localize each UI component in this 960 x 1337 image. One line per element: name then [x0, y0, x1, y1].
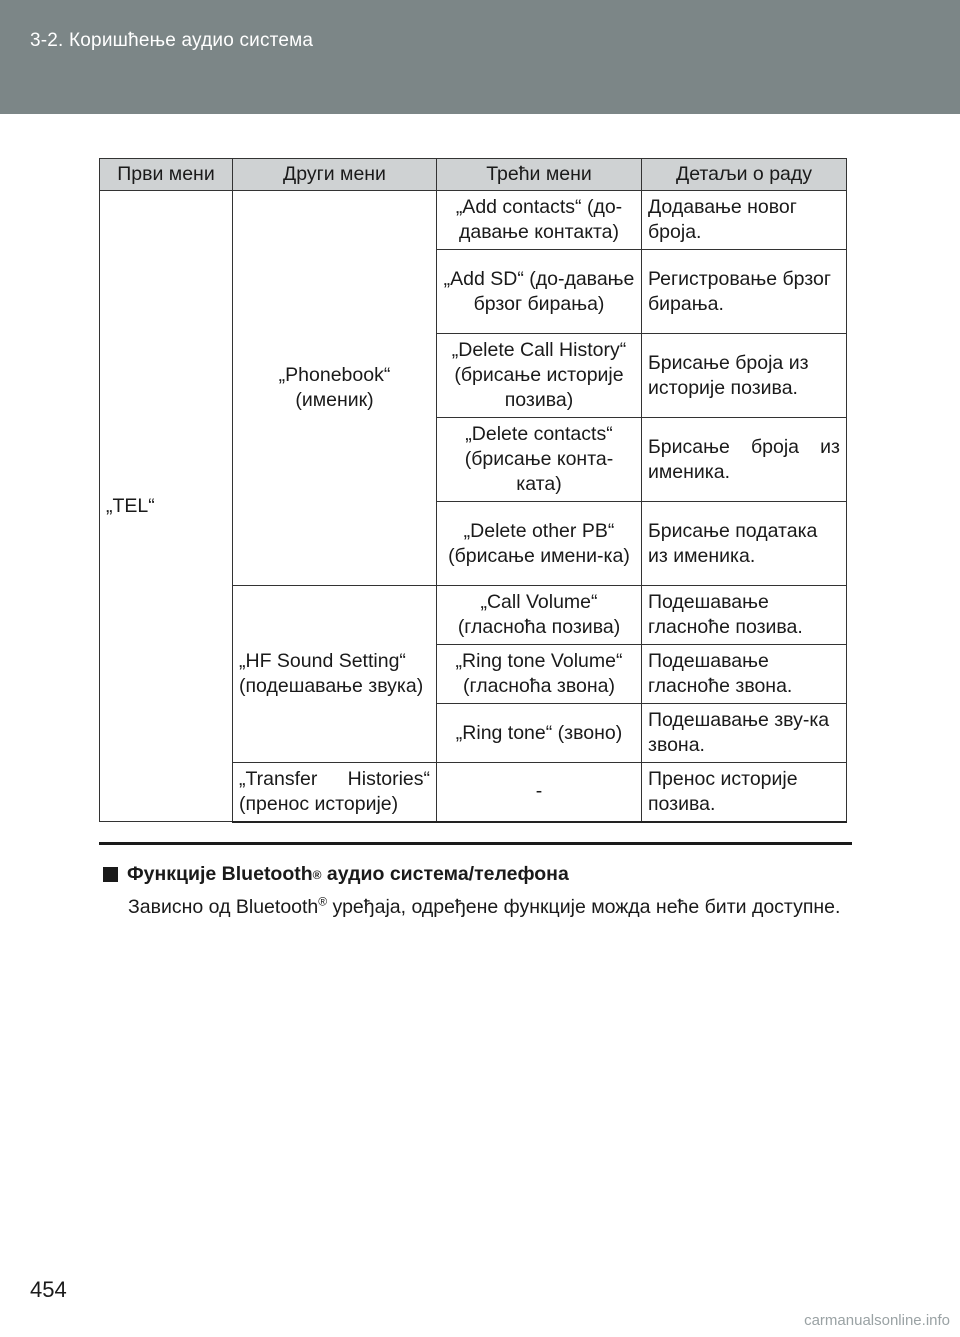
- section-divider: [99, 842, 852, 845]
- detail-cell: Брисање броја из именика.: [642, 418, 847, 502]
- column-header: Трећи мени: [437, 159, 642, 191]
- first-menu-cell: „TEL“: [100, 191, 233, 822]
- header-band: [0, 0, 960, 114]
- third-menu-cell: „Ring tone“ (звоно): [437, 704, 642, 763]
- section-body: [128, 892, 852, 923]
- heading-text: Функције Bluetooth: [127, 863, 313, 885]
- table-row: [100, 191, 847, 250]
- column-header: Детаљи о раду: [642, 159, 847, 191]
- detail-cell: Регистровање брзог бирања.: [642, 250, 847, 334]
- third-menu-cell: „Delete contacts“ (брисање конта-ката): [437, 418, 642, 502]
- detail-cell: Брисање података из именика.: [642, 502, 847, 586]
- third-menu-cell: „Add SD“ (до-давање брзог бирања): [437, 250, 642, 334]
- third-menu-cell: „Add contacts“ (до-давање контакта): [437, 191, 642, 250]
- third-menu-cell: -: [437, 763, 642, 822]
- detail-cell: Подешавање зву-ка звона.: [642, 704, 847, 763]
- body-text: Зависно од Bluetooth: [128, 896, 319, 918]
- heading-text-suffix: аудио система/телефона: [321, 863, 569, 885]
- third-menu-cell: „Call Volume“ (гласноћа позива): [437, 586, 642, 645]
- second-menu-cell: „Phonebook“ (именик): [233, 191, 437, 586]
- detail-cell: Пренос историје позива.: [642, 763, 847, 822]
- watermark: carmanualsonline.info: [804, 1312, 950, 1329]
- second-menu-cell: „Transfer Histories“ (пренос историје): [233, 763, 437, 822]
- detail-cell: Додавање новог броја.: [642, 191, 847, 250]
- third-menu-cell: „Ring tone Volume“ (гласноћа звона): [437, 645, 642, 704]
- menu-table: [99, 158, 847, 823]
- square-bullet-icon: [103, 867, 118, 882]
- detail-cell: Подешавање гласноће позива.: [642, 586, 847, 645]
- detail-cell: Подешавање гласноће звона.: [642, 645, 847, 704]
- section-title: 3-2. Коришћење аудио система: [30, 30, 314, 51]
- section-heading: Функције Bluetooth ® аудио система/телефона: [103, 863, 569, 886]
- body-text-suffix: уређаја, одређене функције можда неће бити доступне.: [327, 896, 841, 918]
- column-header: Први мени: [100, 159, 233, 191]
- table-header-row: [100, 159, 847, 191]
- detail-cell: Брисање броја из историје позива.: [642, 334, 847, 418]
- third-menu-cell: „Delete Call History“ (брисање историје позива): [437, 334, 642, 418]
- registered-mark: ®: [318, 894, 328, 909]
- second-menu-cell: „HF Sound Setting“ (подешавање звука): [233, 586, 437, 763]
- third-menu-cell: „Delete other PB“ (брисање имени-ка): [437, 502, 642, 586]
- column-header: Други мени: [233, 159, 437, 191]
- page-number: 454: [30, 1277, 67, 1302]
